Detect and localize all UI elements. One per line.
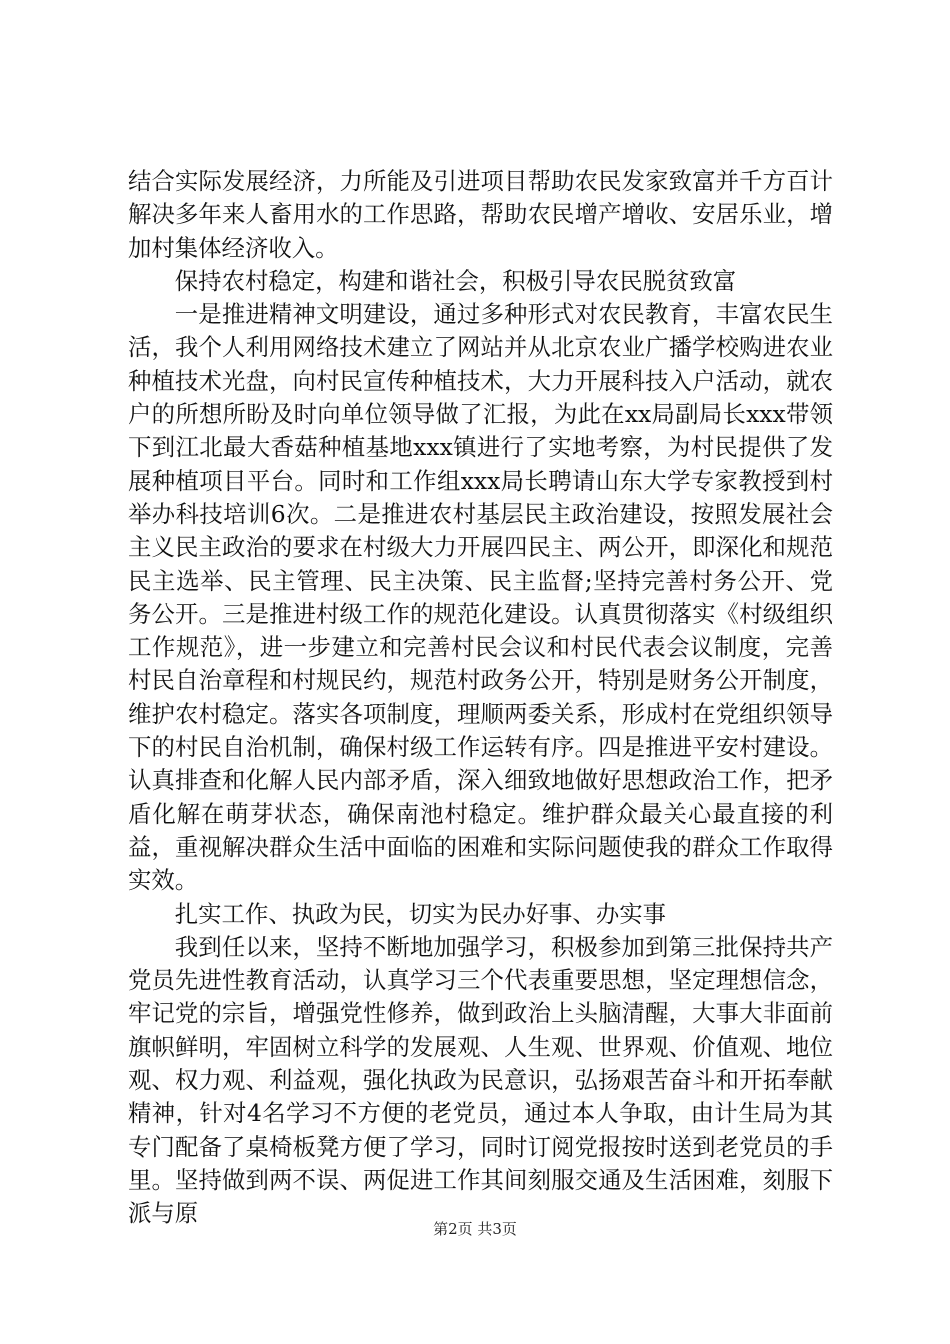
section-heading: 扎实工作、执政为民，切实为民办好事、办实事	[174, 899, 666, 928]
document-body	[128, 165, 833, 1231]
paragraph: 结合实际发展经济，力所能及引进项目帮助农民发家致富并千方百计解决多年来人畜用水的工作思路，帮助农民增产增收、安居乐业，增加村集体经济收入。	[128, 167, 833, 262]
paragraph: 我到任以来，坚持不断地加强学习，积极参加到第三批保持共产党员先进性教育活动，认真学习三个代表重要思想，坚定理想信念，牢记党的宗旨，增强党性修养，做到政治上头脑清醒，大事大非面前旗帜鲜明，牢固树立科学的发展观、人生观、世界观、价值观、地位观、权力观、利益观，强化执政为民意识，弘扬艰苦奋斗和开拓奉献精神，针对4名学习不方便的老党员，通过本人争取，由计生局为其专门配备了桌椅板凳方便了学习，同时订阅党报按时送到老党员的手里。坚持做到两不误、两促进工作其间刻服交通及生活困难，刻服下派与原	[128, 932, 833, 1228]
paragraph: 一是推进精神文明建设，通过多种形式对农民教育，丰富农民生活，我个人利用网络技术建立了网站并从北京农业广播学校购进农业种植技术光盘，向村民宣传种植技术，大力开展科技入户活动，就农户的所想所盼及时向单位领导做了汇报，为此在xx局副局长xxx带领下到江北最大香菇种植基地xxx镇进行了实地考察，为村民提供了发展种植项目平台。同时和工作组xxx局长聘请山东大学专家教授到村举办科技培训6次。二是推进农村基层民主政治建设，按照发展社会主义民主政治的要求在村级大力开展四民主、两公开，即深化和规范民主选举、民主管理、民主决策、民主监督;坚持完善村务公开、党务公开。三是推进村级工作的规范化建设。认真贯彻落实《村级组织工作规范》，进一步建立和完善村民会议和村民代表会议制度，完善村民自治章程和村规民约，规范村政务公开，特别是财务公开制度，维护农村稳定。落实各项制度，理顺两委关系，形成村在党组织领导下的村民自治机制，确保村级工作运转有序。四是推进平安村建设。认真排查和化解人民内部矛盾，深入细致地做好思想政治工作，把矛盾化解在萌芽状态，确保南池村稳定。维护群众最关心最直接的利益，重视解决群众生活中面临的困难和实际问题使我的群众工作取得实效。	[128, 300, 833, 895]
page-footer: 第2页 共3页	[433, 1220, 517, 1238]
section-heading: 保持农村稳定，构建和谐社会，积极引导农民脱贫致富	[174, 266, 737, 295]
